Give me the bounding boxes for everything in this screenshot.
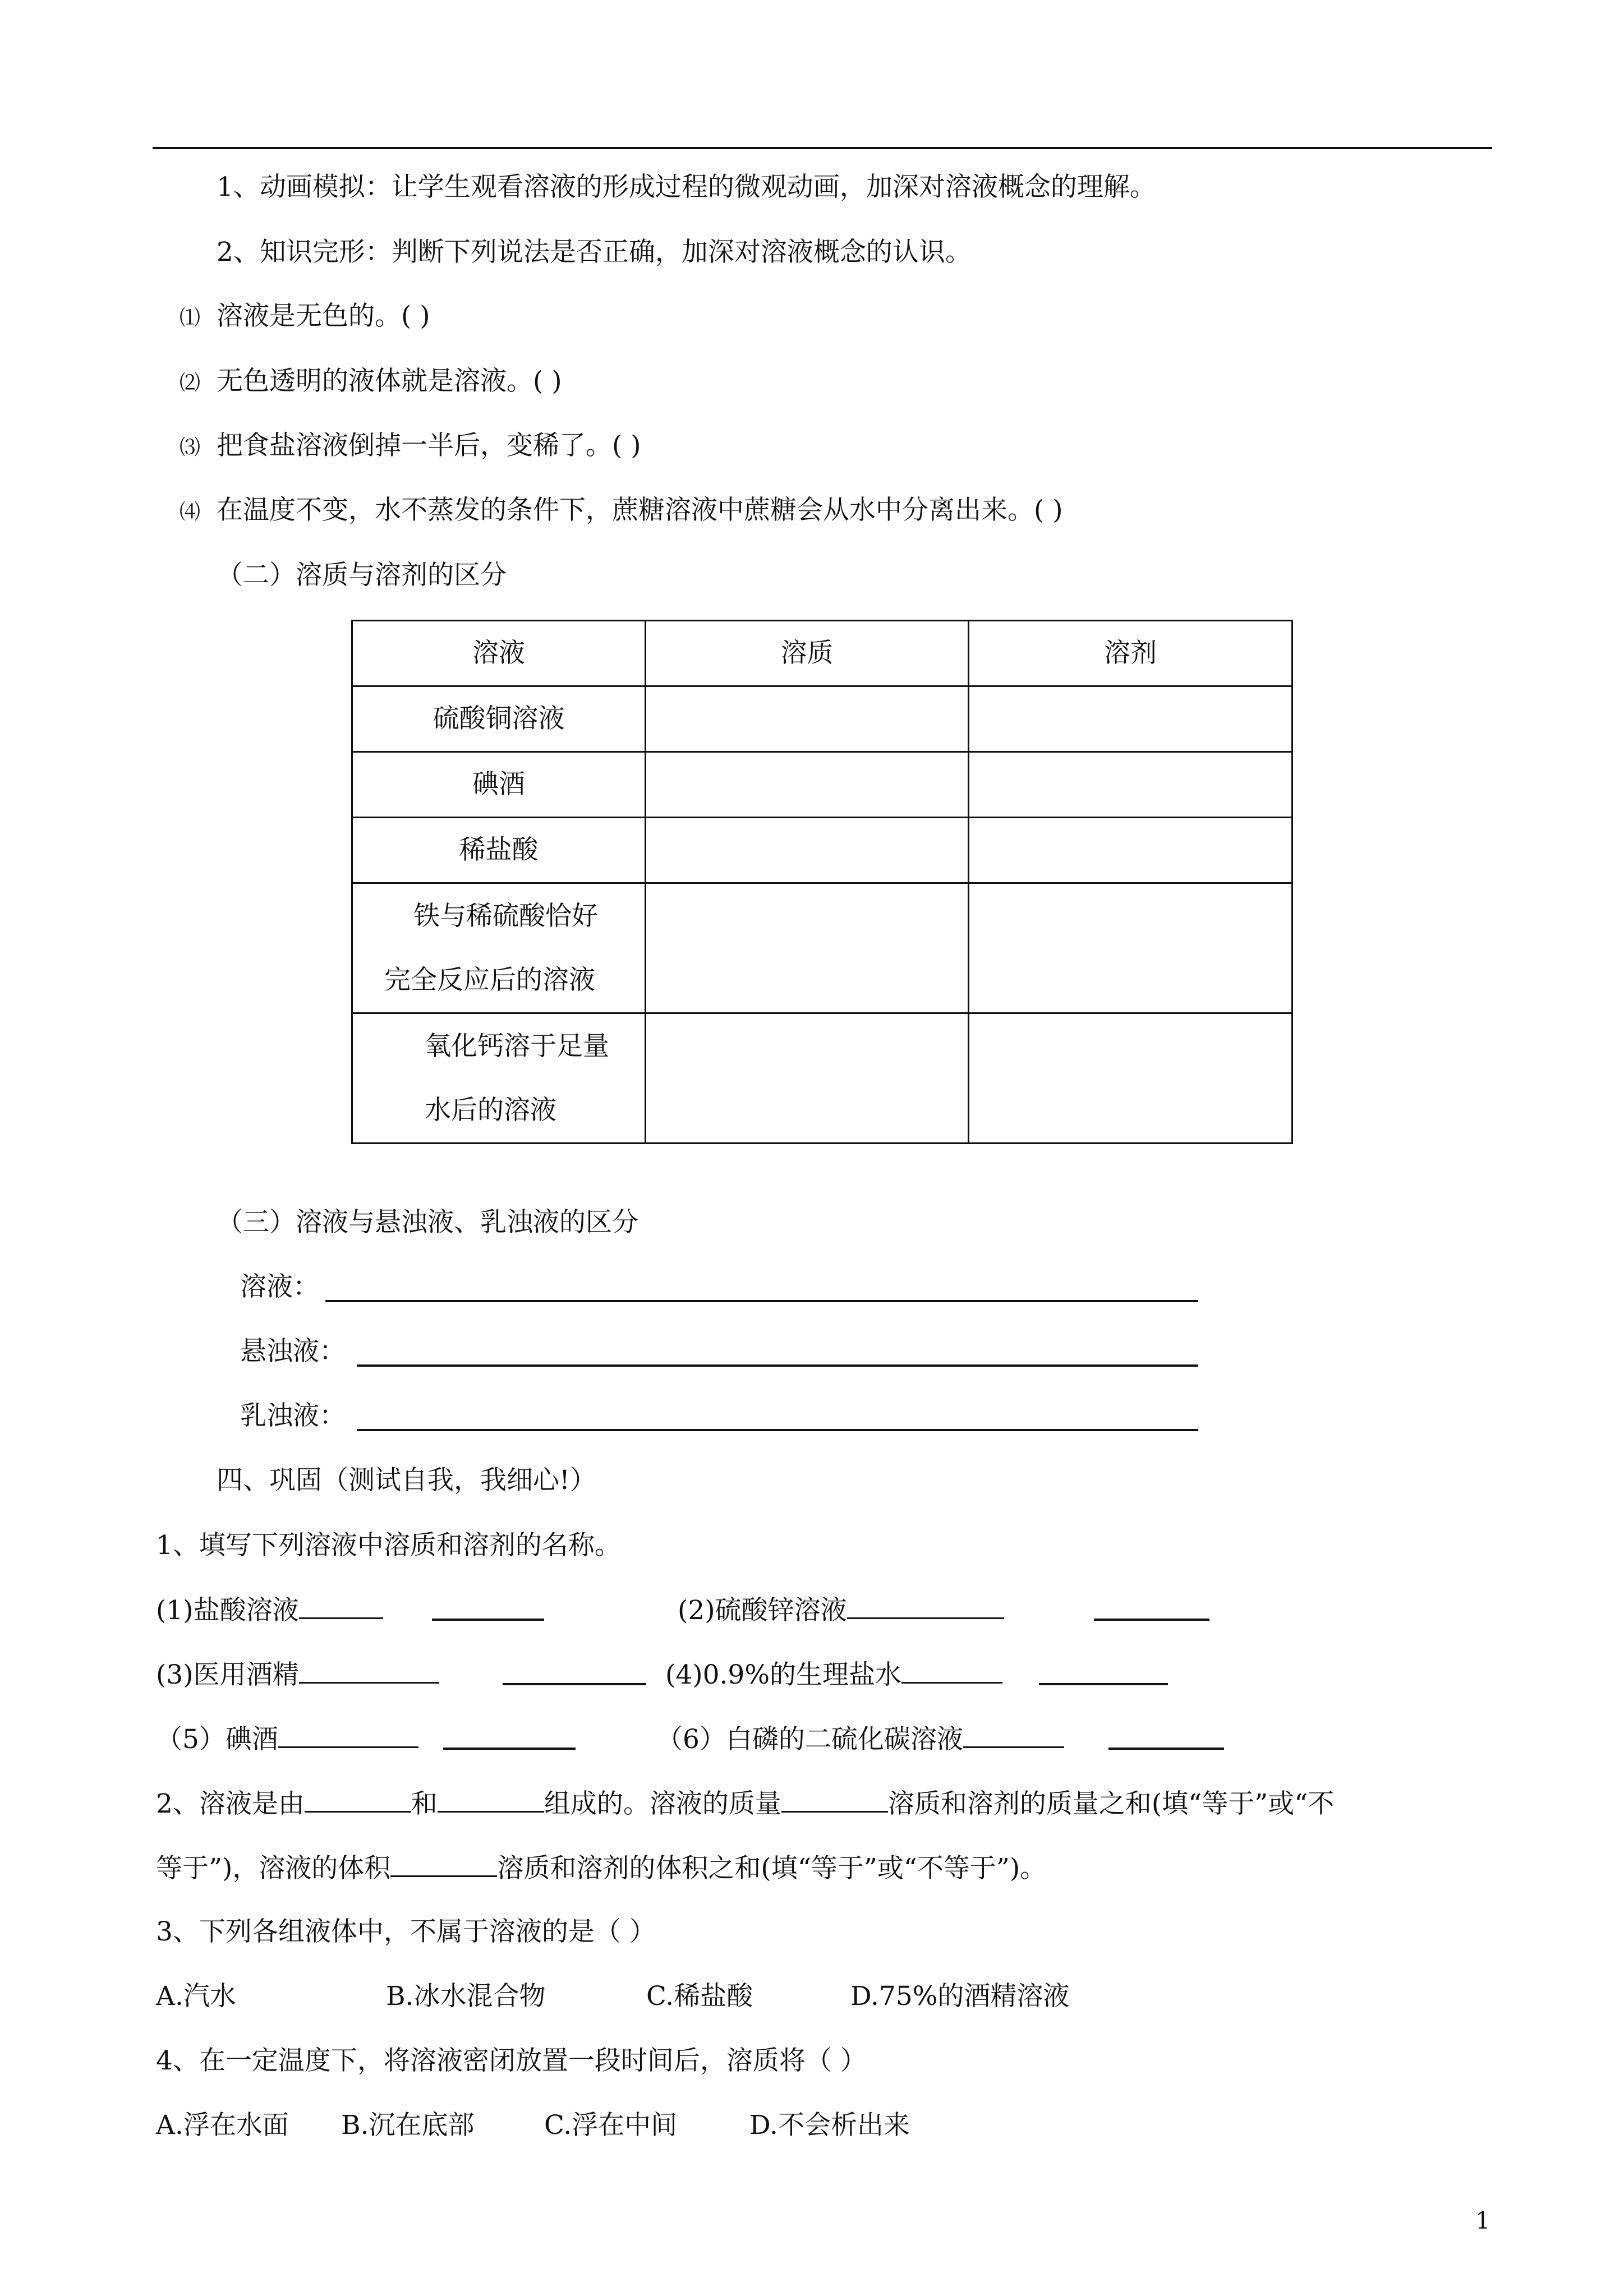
solute-answer-cell[interactable]	[646, 686, 969, 752]
q1-item: (4)0.9%的生理盐水	[665, 1657, 1002, 1692]
option-c[interactable]: C.浮在中间	[544, 2110, 678, 2141]
option-d[interactable]: D.不会析出来	[749, 2110, 910, 2141]
blank[interactable]	[305, 1786, 411, 1813]
answer-line-suspension[interactable]	[357, 1364, 1198, 1367]
judgement-1	[180, 299, 430, 335]
solution-name-cell: 稀盐酸	[352, 818, 646, 883]
option-a[interactable]: A.汽水	[156, 1981, 236, 2012]
blank[interactable]	[847, 1593, 1004, 1619]
blank[interactable]	[443, 1748, 576, 1750]
field-label-emulsion: 乳浊液：	[240, 1400, 346, 1431]
solute-solvent-table	[351, 620, 1293, 1144]
solvent-answer-cell[interactable]	[969, 883, 1292, 1013]
question-2-line-2: 等于”)，溶液的体积 溶质和溶剂的体积之和(填“等于”或“不等于”)。	[156, 1851, 1046, 1885]
section-heading-practice: 四、巩固（测试自我，我细心!）	[217, 1465, 596, 1496]
solution-name-cell: 氧化钙溶于足量 水后的溶液	[352, 1013, 646, 1144]
blank[interactable]	[299, 1593, 383, 1619]
table-row	[352, 818, 1292, 883]
field-label-suspension: 悬浊液：	[240, 1336, 346, 1367]
solution-name-cell: 碘酒	[352, 752, 646, 818]
section-heading-solute-solvent: （二）溶质与溶剂的区分	[217, 560, 507, 591]
judgement-2	[180, 365, 562, 400]
option-a[interactable]: A.浮在水面	[156, 2110, 289, 2141]
solvent-answer-cell[interactable]	[969, 818, 1292, 883]
judgement-3	[180, 429, 641, 464]
judgement-number: ⑷	[180, 500, 200, 524]
judgement-number: ⑵	[180, 371, 200, 395]
judgement-text: 溶液是无色的。( )	[216, 301, 430, 331]
solvent-answer-cell[interactable]	[969, 686, 1292, 752]
question-1-stem: 1、填写下列溶液中溶质和溶剂的名称。	[156, 1530, 621, 1561]
page-number: 1	[1475, 2207, 1490, 2234]
solution-name-cell: 铁与稀硫酸恰好 完全反应后的溶液	[352, 883, 646, 1013]
judgement-number: ⑴	[180, 306, 200, 330]
judgement-number: ⑶	[180, 435, 200, 459]
section-heading-solution-types: （三）溶液与悬浊液、乳浊液的区分	[217, 1207, 638, 1238]
solute-answer-cell[interactable]	[646, 883, 969, 1013]
intro-item-1: 1、动画模拟：让学生观看溶液的形成过程的微观动画，加深对溶液概念的理解。	[217, 172, 1156, 202]
q1-item: (3)医用酒精	[156, 1657, 439, 1692]
solute-answer-cell[interactable]	[646, 818, 969, 883]
table-row	[352, 1013, 1292, 1144]
blank[interactable]	[1108, 1748, 1224, 1750]
blank[interactable]	[299, 1657, 439, 1684]
blank[interactable]	[278, 1722, 418, 1748]
blank[interactable]	[1094, 1619, 1209, 1621]
field-label-solution: 溶液：	[240, 1271, 319, 1302]
blank[interactable]	[1039, 1683, 1168, 1685]
q1-item: (1)盐酸溶液	[156, 1593, 383, 1628]
table-row	[352, 686, 1292, 752]
blank[interactable]	[901, 1657, 1002, 1684]
judgement-text: 把食盐溶液倒掉一半后，变稀了。( )	[216, 430, 641, 461]
table-header-cell: 溶质	[646, 621, 969, 686]
question-3-stem: 3、下列各组液体中，不属于溶液的是（ ）	[156, 1916, 656, 1947]
answer-line-solution[interactable]	[325, 1300, 1198, 1302]
solvent-answer-cell[interactable]	[969, 752, 1292, 818]
judgement-text: 在温度不变，水不蒸发的条件下，蔗糖溶液中蔗糖会从水中分离出来。( )	[216, 495, 1063, 525]
blank[interactable]	[781, 1786, 888, 1813]
answer-line-emulsion[interactable]	[357, 1429, 1198, 1431]
table-row	[352, 752, 1292, 818]
option-b[interactable]: B.沉在底部	[341, 2110, 475, 2141]
blank[interactable]	[432, 1619, 544, 1621]
blank[interactable]	[503, 1683, 646, 1685]
solution-name-cell: 硫酸铜溶液	[352, 686, 646, 752]
table-header-row	[352, 621, 1292, 686]
header-rule	[153, 147, 1492, 149]
blank[interactable]	[438, 1786, 544, 1813]
option-b[interactable]: B.冰水混合物	[386, 1981, 546, 2012]
intro-item-2: 2、知识完形：判断下列说法是否正确，加深对溶液概念的认识。	[217, 237, 972, 268]
solute-answer-cell[interactable]	[646, 752, 969, 818]
blank[interactable]	[390, 1851, 497, 1877]
option-d[interactable]: D.75%的酒精溶液	[850, 1981, 1070, 2012]
question-4-options	[156, 2109, 910, 2142]
solvent-answer-cell[interactable]	[969, 1013, 1292, 1144]
q1-item: (2)硫酸锌溶液	[678, 1593, 1004, 1628]
judgement-text: 无色透明的液体就是溶液。( )	[216, 366, 562, 397]
question-2-line-1: 2、溶液是由 和 组成的。溶液的质量 溶质和溶剂的质量之和(填“等于”或“不	[156, 1786, 1334, 1821]
option-c[interactable]: C.稀盐酸	[646, 1981, 753, 2012]
q1-item: （6）白磷的二硫化碳溶液	[656, 1722, 1064, 1756]
solute-answer-cell[interactable]	[646, 1013, 969, 1144]
question-4-stem: 4、在一定温度下，将溶液密闭放置一段时间后，溶质将（ ）	[156, 2045, 867, 2076]
q1-item: （5）碘酒	[156, 1722, 418, 1756]
table-header-cell: 溶液	[352, 621, 646, 686]
blank[interactable]	[963, 1722, 1064, 1748]
table-header-cell: 溶剂	[969, 621, 1292, 686]
table-row	[352, 883, 1292, 1013]
judgement-4	[180, 494, 1063, 529]
question-3-options	[156, 1980, 1070, 2013]
